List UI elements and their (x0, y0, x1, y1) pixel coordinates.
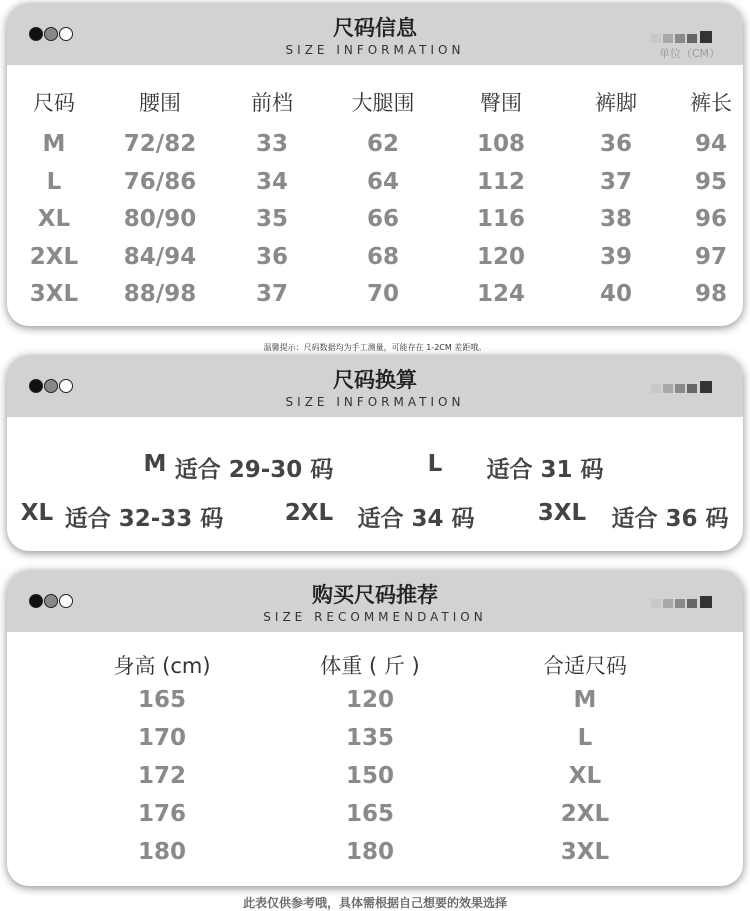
convert-fit: 适合 32-33 码 (64, 506, 224, 532)
size-info-cell: M (42, 131, 66, 157)
size-recommend-cell: 165 (345, 801, 394, 827)
size-info-title: 尺码信息 (333, 16, 417, 40)
convert-fit: 适合 31 码 (486, 457, 604, 483)
size-info-cell: 80/90 (123, 206, 197, 232)
convert-size: L (427, 451, 443, 477)
size-info-cell: 38 (599, 206, 632, 232)
size-recommend-cell: XL (568, 763, 602, 789)
decor-squares-icon (651, 570, 721, 630)
size-info-cell: 33 (255, 131, 288, 157)
size-recommend-cell: 176 (137, 801, 186, 827)
size-info-cell: 97 (694, 244, 727, 270)
size-recommend-col-header: 身高 (cm) (113, 654, 211, 678)
size-info-cell: 66 (366, 206, 399, 232)
size-recommend-card (7, 570, 743, 886)
size-info-col-header: 臀围 (480, 91, 522, 115)
size-recommend-cell: 120 (345, 687, 394, 713)
size-info-cell: 70 (366, 281, 399, 307)
size-info-cell: 40 (599, 281, 632, 307)
size-info-cell: 62 (366, 131, 399, 157)
size-recommend-header-band (7, 570, 743, 632)
size-info-cell: 124 (476, 281, 525, 307)
size-info-cell: 39 (599, 244, 632, 270)
size-info-cell: 112 (476, 169, 525, 195)
size-info-cell: 3XL (29, 281, 79, 307)
size-info-cell: L (46, 169, 62, 195)
size-info-cell: 36 (599, 131, 632, 157)
size-info-cell: 34 (255, 169, 288, 195)
measurement-note: 温馨提示：尺码数据均为手工测量，可能存在 1-2CM 差距哦。 (263, 343, 487, 352)
convert-fit: 适合 34 码 (357, 506, 475, 532)
size-recommend-cell: L (577, 725, 593, 751)
convert-size: 2XL (284, 500, 334, 526)
size-info-col-header: 尺码 (33, 91, 75, 115)
convert-fit: 适合 36 码 (611, 506, 729, 532)
size-info-cell: 94 (694, 131, 727, 157)
size-info-col-header: 大腿围 (351, 91, 415, 115)
decor-squares-icon (651, 355, 721, 415)
size-info-cell: 95 (694, 169, 727, 195)
size-recommend-subtitle: SIZE RECOMMENDATION (263, 610, 487, 624)
size-info-cell: 96 (694, 206, 727, 232)
size-info-cell: 120 (476, 244, 525, 270)
size-recommend-cell: M (573, 687, 597, 713)
convert-size: XL (20, 500, 54, 526)
size-recommend-title: 购买尺码推荐 (312, 583, 438, 607)
size-info-cell: 116 (476, 206, 525, 232)
size-recommend-cell: 180 (137, 839, 186, 865)
size-info-col-header: 裤脚 (595, 91, 637, 115)
size-recommend-cell: 150 (345, 763, 394, 789)
size-info-cell: 35 (255, 206, 288, 232)
size-info-col-header: 裤长 (690, 91, 732, 115)
size-recommend-cell: 135 (345, 725, 394, 751)
size-convert-subtitle: SIZE INFORMATION (285, 395, 465, 409)
size-recommend-cell: 2XL (560, 801, 610, 827)
size-info-header-band (7, 3, 743, 65)
size-info-subtitle: SIZE INFORMATION (285, 43, 465, 57)
size-info-cell: 2XL (29, 244, 79, 270)
size-info-cell: 68 (366, 244, 399, 270)
size-recommend-col-header: 合适尺码 (543, 654, 627, 678)
convert-size: 3XL (537, 500, 587, 526)
size-convert-card (7, 355, 743, 551)
convert-fit: 适合 29-30 码 (174, 457, 334, 483)
size-info-cell: 98 (694, 281, 727, 307)
convert-size: M (143, 451, 167, 477)
size-info-card (7, 3, 743, 326)
unit-label: 单位（CM） (658, 47, 720, 60)
size-recommend-col-header: 体重 ( 斤 ) (320, 654, 420, 678)
size-recommend-cell: 180 (345, 839, 394, 865)
size-info-cell: 64 (366, 169, 399, 195)
size-info-cell: 108 (476, 131, 525, 157)
size-recommend-cell: 172 (137, 763, 186, 789)
size-recommend-cell: 165 (137, 687, 186, 713)
size-info-cell: 37 (255, 281, 288, 307)
size-info-cell: 72/82 (123, 131, 197, 157)
size-convert-header-band (7, 355, 743, 417)
size-info-cell: 84/94 (123, 244, 197, 270)
size-info-cell: 36 (255, 244, 288, 270)
footer-note: 此表仅供参考哦，具体需根据自己想要的效果选择 (242, 896, 507, 910)
size-recommend-cell: 3XL (560, 839, 610, 865)
size-info-cell: 76/86 (123, 169, 197, 195)
size-info-cell: 88/98 (123, 281, 197, 307)
size-info-cell: 37 (599, 169, 632, 195)
size-info-col-header: 腰围 (139, 91, 181, 115)
size-convert-title: 尺码换算 (333, 368, 417, 392)
size-recommend-cell: 170 (137, 725, 186, 751)
size-info-cell: XL (37, 206, 71, 232)
size-info-col-header: 前档 (251, 91, 293, 115)
